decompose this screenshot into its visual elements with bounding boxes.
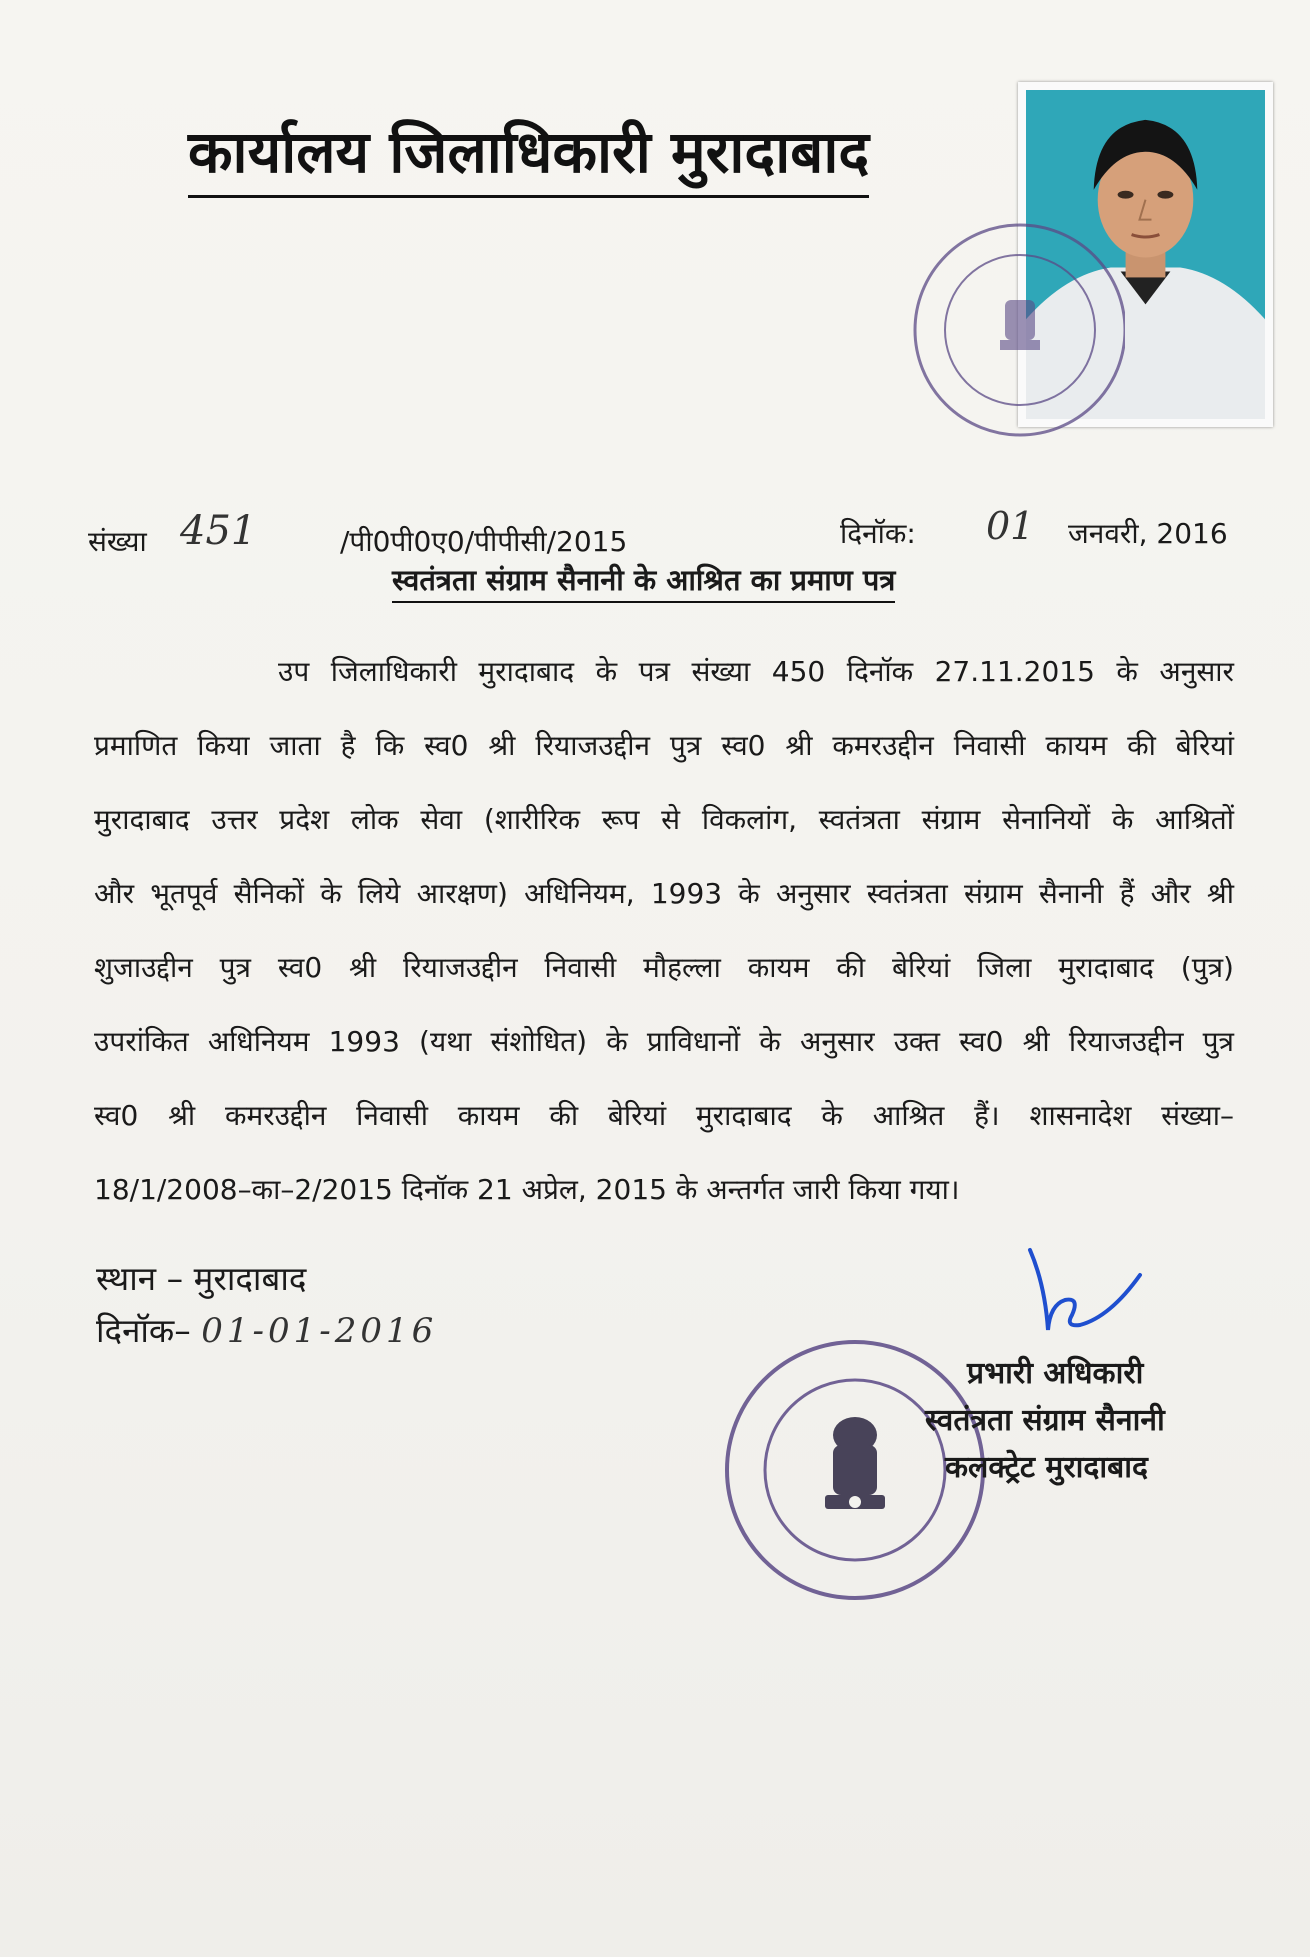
officer-title: प्रभारी अधिकारी: [967, 1356, 1144, 1391]
date-day: 01: [986, 504, 1035, 548]
emblem-icon: [825, 1417, 885, 1509]
certificate-body: [94, 652, 1234, 1244]
body-line: स्व0 श्री कमरउद्दीन निवासी कायम की बेरियां मुरादाबाद के आश्रित हैं। शासनादेश संख्या–: [94, 1099, 1234, 1132]
date-label: दिनॉक:: [840, 517, 916, 550]
certificate-subject: स्वतंत्रता संग्राम सैनानी के आश्रित का प्रमाण पत्र: [392, 560, 895, 603]
officer-signature: [1010, 1245, 1150, 1355]
body-line: शुजाउद्दीन पुत्र स्व0 श्री रियाजउद्दीन निवासी मौहल्ला कायम की बेरियां जिला मुरादाबाद (पुत्र): [94, 951, 1234, 984]
office-heading: कार्यालय जिलाधिकारी मुरादाबाद: [188, 110, 869, 198]
body-line: उप जिलाधिकारी मुरादाबाद के पत्र संख्या 450 दिनॉक 27.11.2015 के अनुसार: [278, 655, 1234, 688]
date-month-year: जनवरी, 2016: [1068, 517, 1228, 550]
officer-department: स्वतंत्रता संग्राम सैनानी: [925, 1403, 1165, 1438]
place-value: मुरादाबाद: [193, 1259, 307, 1298]
issue-date-label: दिनॉक–: [96, 1311, 191, 1350]
officer-office: कलक्ट्रेट मुरादाबाद: [945, 1450, 1148, 1485]
body-line: मुरादाबाद उत्तर प्रदेश लोक सेवा (शारीरिक रूप से विकलांग, स्वतंत्रता संग्राम सेनानियों के आश्रितों: [94, 803, 1234, 836]
reference-number: 451: [180, 508, 257, 554]
place-label: स्थान –: [96, 1259, 184, 1298]
issue-date-value: 01-01-2016: [201, 1311, 438, 1351]
issue-date-row: [96, 1305, 437, 1357]
body-line: उपरांकित अधिनियम 1993 (यथा संशोधित) के प्राविधानों के अनुसार उक्त स्व0 श्री रियाजउद्दीन पुत्र: [94, 1025, 1234, 1058]
reference-label: संख्या: [88, 525, 147, 558]
office-seal-top: [895, 205, 1125, 455]
body-line: प्रमाणित किया जाता है कि स्व0 श्री रियाजउद्दीन पुत्र स्व0 श्री कमरउद्दीन निवासी कायम की बेरियां: [94, 729, 1234, 762]
body-line: 18/1/2008–का–2/2015 दिनॉक 21 अप्रेल, 2015 के अन्तर्गत जारी किया गया।: [94, 1173, 960, 1206]
body-line: और भूतपूर्व सैनिकों के लिये आरक्षण) अधिनियम, 1993 के अनुसार स्वतंत्रता संग्राम सैनानी हैं और श्री: [94, 877, 1234, 910]
emblem-icon: [1000, 300, 1040, 350]
reference-code: /पी0पी0ए0/पीपीसी/2015: [340, 525, 628, 558]
officer-designation: [925, 1350, 1165, 1491]
place-date-block: [96, 1253, 437, 1357]
place-row: [96, 1253, 437, 1305]
